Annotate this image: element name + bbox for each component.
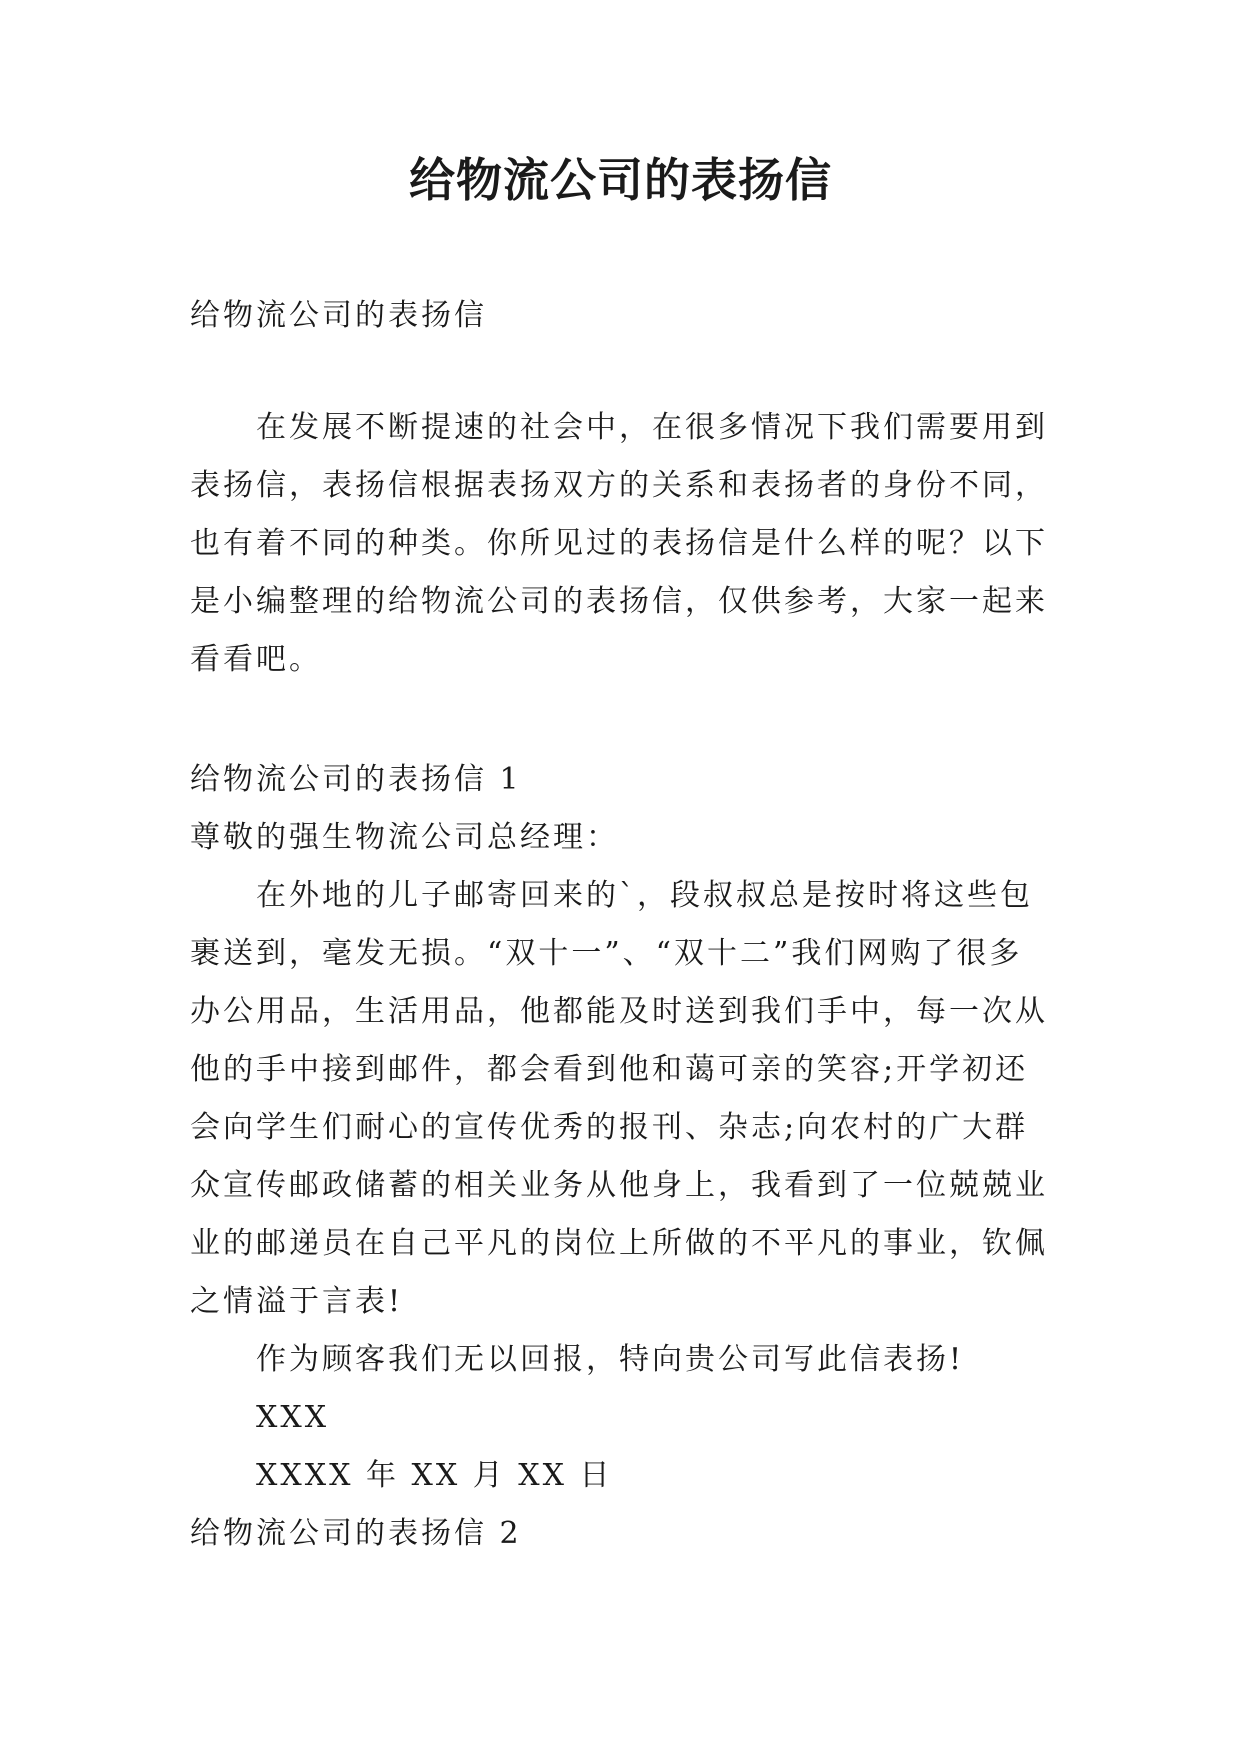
body-line-7: 业的邮递员在自己平凡的岗位上所做的不平凡的事业，钦佩 (190, 1226, 1048, 1261)
signature: XXX (256, 1400, 330, 1435)
section-1-heading: 给物流公司的表扬信 1 (190, 762, 522, 797)
salutation: 尊敬的强生物流公司总经理： (190, 820, 619, 855)
intro-line-5: 看看吧。 (190, 642, 322, 677)
body-line-3: 办公用品，生活用品，他都能及时送到我们手中，每一次从 (190, 994, 1048, 1029)
intro-line-4: 是小编整理的给物流公司的表扬信，仅供参考，大家一起来 (190, 584, 1048, 619)
body-line-1: 在外地的儿子邮寄回来的`，段叔叔总是按时将这些包 (256, 878, 1033, 913)
body-line-2: 裹送到，毫发无损。“双十一”、“双十二”我们网购了很多 (190, 936, 1023, 971)
body-line-8: 之情溢于言表! (190, 1284, 404, 1319)
subtitle-line: 给物流公司的表扬信 (190, 298, 487, 333)
body-line-5: 会向学生们耐心的宣传优秀的报刊、杂志;向农村的广大群 (190, 1110, 1029, 1145)
date-line: XXXX 年 XX 月 XX 日 (256, 1458, 613, 1493)
section-2-heading: 给物流公司的表扬信 2 (190, 1516, 522, 1551)
document-title: 给物流公司的表扬信 (409, 153, 832, 207)
intro-line-1: 在发展不断提速的社会中，在很多情况下我们需要用到 (256, 410, 1048, 445)
intro-line-2: 表扬信，表扬信根据表扬双方的关系和表扬者的身份不同， (190, 468, 1048, 503)
intro-line-3: 也有着不同的种类。你所见过的表扬信是什么样的呢？以下 (190, 526, 1048, 561)
body-line-6: 众宣传邮政储蓄的相关业务从他身上，我看到了一位兢兢业 (190, 1168, 1048, 1203)
closing-line: 作为顾客我们无以回报，特向贵公司写此信表扬! (256, 1342, 965, 1377)
body-line-4: 他的手中接到邮件，都会看到他和蔼可亲的笑容;开学初还 (190, 1052, 1029, 1087)
